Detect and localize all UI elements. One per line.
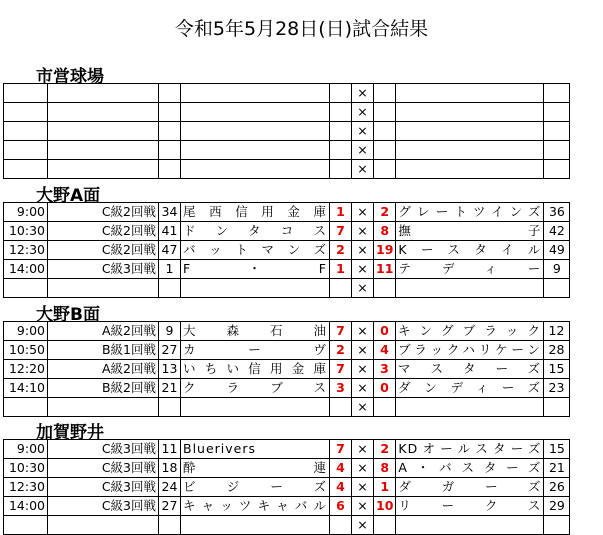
team2-name: A・バスターズ — [396, 459, 544, 478]
venue-name: 大野B面 — [36, 305, 100, 325]
division-round: C級2回戦 — [48, 241, 159, 260]
team2-number: 29 — [544, 497, 570, 516]
match-time: 10:50 — [4, 341, 48, 360]
team2-name — [396, 279, 544, 298]
team2-name: キングブラック — [396, 322, 544, 341]
team1-name — [181, 279, 330, 298]
table-row — [4, 222, 570, 241]
table-row — [4, 497, 570, 516]
team1-name: いちい信用金庫 — [181, 360, 330, 379]
team1-number: 21 — [159, 379, 181, 398]
division-round — [48, 398, 159, 417]
team1-number: 9 — [159, 322, 181, 341]
vs-mark: × — [352, 160, 374, 179]
division-round: C級3回戦 — [48, 440, 159, 459]
venue-name: 市営球場 — [36, 67, 104, 87]
division-round: C級3回戦 — [48, 478, 159, 497]
team1-name — [181, 516, 330, 535]
team2-name: テディー — [396, 260, 544, 279]
team1-score: 4 — [330, 478, 352, 497]
match-time: 10:30 — [4, 459, 48, 478]
team2-number: 49 — [544, 241, 570, 260]
team1-number: 18 — [159, 459, 181, 478]
team2-number — [544, 279, 570, 298]
team2-name: ダンディーズ — [396, 379, 544, 398]
division-round — [48, 141, 159, 160]
table-row — [4, 241, 570, 260]
team1-score: 2 — [330, 241, 352, 260]
division-round — [48, 122, 159, 141]
vs-mark: × — [352, 103, 374, 122]
team1-number — [159, 122, 181, 141]
division-round — [48, 279, 159, 298]
team2-number — [544, 398, 570, 417]
table-row — [4, 379, 570, 398]
team2-name — [396, 84, 544, 103]
team2-score: 8 — [374, 222, 396, 241]
vs-mark: × — [352, 459, 374, 478]
match-time — [4, 279, 48, 298]
match-time: 14:00 — [4, 497, 48, 516]
team2-name: リークス — [396, 497, 544, 516]
team1-number — [159, 398, 181, 417]
team1-number: 47 — [159, 241, 181, 260]
vs-mark: × — [352, 440, 374, 459]
team1-score: 1 — [330, 203, 352, 222]
vs-mark: × — [352, 497, 374, 516]
team1-number — [159, 84, 181, 103]
team1-name: カーヴ — [181, 341, 330, 360]
team2-score — [374, 160, 396, 179]
venue-name: 大野A面 — [36, 186, 101, 206]
table-row — [4, 478, 570, 497]
team1-number: 13 — [159, 360, 181, 379]
team1-number — [159, 103, 181, 122]
vs-mark: × — [352, 279, 374, 298]
team1-score: 4 — [330, 459, 352, 478]
vs-mark: × — [352, 398, 374, 417]
team1-score — [330, 279, 352, 298]
table-row — [4, 360, 570, 379]
team1-number — [159, 279, 181, 298]
division-round: C級2回戦 — [48, 222, 159, 241]
vs-mark: × — [352, 141, 374, 160]
team2-number: 15 — [544, 360, 570, 379]
team1-name: ドンタコス — [181, 222, 330, 241]
team2-number: 26 — [544, 478, 570, 497]
team1-score — [330, 122, 352, 141]
team1-score — [330, 160, 352, 179]
team1-number: 27 — [159, 497, 181, 516]
venue-name: 加賀野井 — [36, 423, 104, 443]
team2-score: 8 — [374, 459, 396, 478]
division-round: B級1回戦 — [48, 341, 159, 360]
table-row — [4, 160, 570, 179]
team1-name: 大森石油 — [181, 322, 330, 341]
team2-number — [544, 160, 570, 179]
vs-mark: × — [352, 322, 374, 341]
division-round: B級2回戦 — [48, 379, 159, 398]
team1-score: 1 — [330, 260, 352, 279]
vs-mark: × — [352, 84, 374, 103]
team1-score: 7 — [330, 322, 352, 341]
vs-mark: × — [352, 203, 374, 222]
table-row — [4, 141, 570, 160]
table-row — [4, 322, 570, 341]
team2-number: 9 — [544, 260, 570, 279]
match-time — [4, 103, 48, 122]
match-time — [4, 516, 48, 535]
match-time: 12:20 — [4, 360, 48, 379]
page-title: 令和5年5月28日(日)試合結果 — [174, 18, 429, 40]
match-time: 9:00 — [4, 322, 48, 341]
team2-score — [374, 516, 396, 535]
vs-mark: × — [352, 360, 374, 379]
team1-number — [159, 160, 181, 179]
team2-score — [374, 279, 396, 298]
table-row — [4, 203, 570, 222]
team2-name: ブラックハリケーン — [396, 341, 544, 360]
vs-mark: × — [352, 379, 374, 398]
match-time: 14:10 — [4, 379, 48, 398]
team2-name: Kースタイル — [396, 241, 544, 260]
team2-number: 42 — [544, 222, 570, 241]
team1-score: 3 — [330, 379, 352, 398]
team1-name: 尾西信用金庫 — [181, 203, 330, 222]
table-row — [4, 440, 570, 459]
match-time: 9:00 — [4, 203, 48, 222]
team2-name — [396, 122, 544, 141]
team1-name — [181, 84, 330, 103]
team1-name — [181, 141, 330, 160]
team2-name — [396, 516, 544, 535]
team2-score: 4 — [374, 341, 396, 360]
table-row — [4, 459, 570, 478]
team1-name: Bluerivers — [181, 440, 330, 459]
division-round: C級3回戦 — [48, 260, 159, 279]
team1-name — [181, 398, 330, 417]
table-row — [4, 103, 570, 122]
division-round — [48, 103, 159, 122]
team1-name — [181, 160, 330, 179]
team2-number: 15 — [544, 440, 570, 459]
team2-score: 2 — [374, 440, 396, 459]
team2-number — [544, 122, 570, 141]
schedule-table — [3, 202, 570, 298]
team2-score — [374, 103, 396, 122]
team2-score: 2 — [374, 203, 396, 222]
table-row — [4, 260, 570, 279]
team1-score — [330, 398, 352, 417]
team2-score: 0 — [374, 379, 396, 398]
schedule-table — [3, 83, 570, 179]
vs-mark: × — [352, 241, 374, 260]
team2-score — [374, 141, 396, 160]
team2-number — [544, 516, 570, 535]
division-round: A級2回戦 — [48, 360, 159, 379]
team2-name — [396, 160, 544, 179]
vs-mark: × — [352, 260, 374, 279]
team1-score — [330, 84, 352, 103]
team2-number: 36 — [544, 203, 570, 222]
schedule-table — [3, 321, 570, 417]
team2-name: KDオールスターズ — [396, 440, 544, 459]
match-time — [4, 84, 48, 103]
team2-score — [374, 398, 396, 417]
team2-name: ダガーズ — [396, 478, 544, 497]
team1-name: ビジーズ — [181, 478, 330, 497]
team2-name — [396, 398, 544, 417]
team2-score: 10 — [374, 497, 396, 516]
team1-score: 2 — [330, 341, 352, 360]
division-round — [48, 160, 159, 179]
team2-name: マスターズ — [396, 360, 544, 379]
team1-name: F・F — [181, 260, 330, 279]
match-time — [4, 122, 48, 141]
team1-number: 27 — [159, 341, 181, 360]
vs-mark: × — [352, 222, 374, 241]
table-row — [4, 398, 570, 417]
team2-number: 23 — [544, 379, 570, 398]
team1-score: 7 — [330, 360, 352, 379]
team1-number: 11 — [159, 440, 181, 459]
table-row — [4, 84, 570, 103]
table-row — [4, 516, 570, 535]
vs-mark: × — [352, 341, 374, 360]
team2-number — [544, 84, 570, 103]
team1-number: 41 — [159, 222, 181, 241]
match-time — [4, 160, 48, 179]
team1-number — [159, 141, 181, 160]
team1-number — [159, 516, 181, 535]
vs-mark: × — [352, 516, 374, 535]
team1-score: 7 — [330, 222, 352, 241]
team2-name — [396, 103, 544, 122]
table-row — [4, 122, 570, 141]
team2-score: 19 — [374, 241, 396, 260]
team1-name — [181, 122, 330, 141]
team1-name: バットマンズ — [181, 241, 330, 260]
team2-number: 28 — [544, 341, 570, 360]
team2-score — [374, 122, 396, 141]
team2-score: 3 — [374, 360, 396, 379]
team2-score: 11 — [374, 260, 396, 279]
team2-name — [396, 141, 544, 160]
match-time — [4, 398, 48, 417]
team1-number: 24 — [159, 478, 181, 497]
division-round: C級3回戦 — [48, 459, 159, 478]
match-time: 9:00 — [4, 440, 48, 459]
match-time: 14:00 — [4, 260, 48, 279]
schedule-table — [3, 439, 570, 535]
team1-number: 34 — [159, 203, 181, 222]
match-time — [4, 141, 48, 160]
vs-mark: × — [352, 122, 374, 141]
team1-score — [330, 103, 352, 122]
team2-score: 1 — [374, 478, 396, 497]
division-round — [48, 516, 159, 535]
division-round: A級2回戦 — [48, 322, 159, 341]
team2-number: 21 — [544, 459, 570, 478]
match-time: 12:30 — [4, 478, 48, 497]
team1-name: クラブス — [181, 379, 330, 398]
table-row — [4, 341, 570, 360]
team1-name: 酔連 — [181, 459, 330, 478]
team2-number: 12 — [544, 322, 570, 341]
vs-mark: × — [352, 478, 374, 497]
team1-name — [181, 103, 330, 122]
team1-number: 1 — [159, 260, 181, 279]
team1-score — [330, 141, 352, 160]
match-time: 12:30 — [4, 241, 48, 260]
division-round — [48, 84, 159, 103]
team2-name: グレートツインズ — [396, 203, 544, 222]
match-time: 10:30 — [4, 222, 48, 241]
team2-name: 撫子 — [396, 222, 544, 241]
team1-score — [330, 516, 352, 535]
division-round: C級2回戦 — [48, 203, 159, 222]
team2-score: 0 — [374, 322, 396, 341]
team2-number — [544, 141, 570, 160]
division-round: C級3回戦 — [48, 497, 159, 516]
team1-name: キャッツキャバル — [181, 497, 330, 516]
team2-number — [544, 103, 570, 122]
team2-score — [374, 84, 396, 103]
table-row — [4, 279, 570, 298]
team1-score: 6 — [330, 497, 352, 516]
team1-score: 7 — [330, 440, 352, 459]
